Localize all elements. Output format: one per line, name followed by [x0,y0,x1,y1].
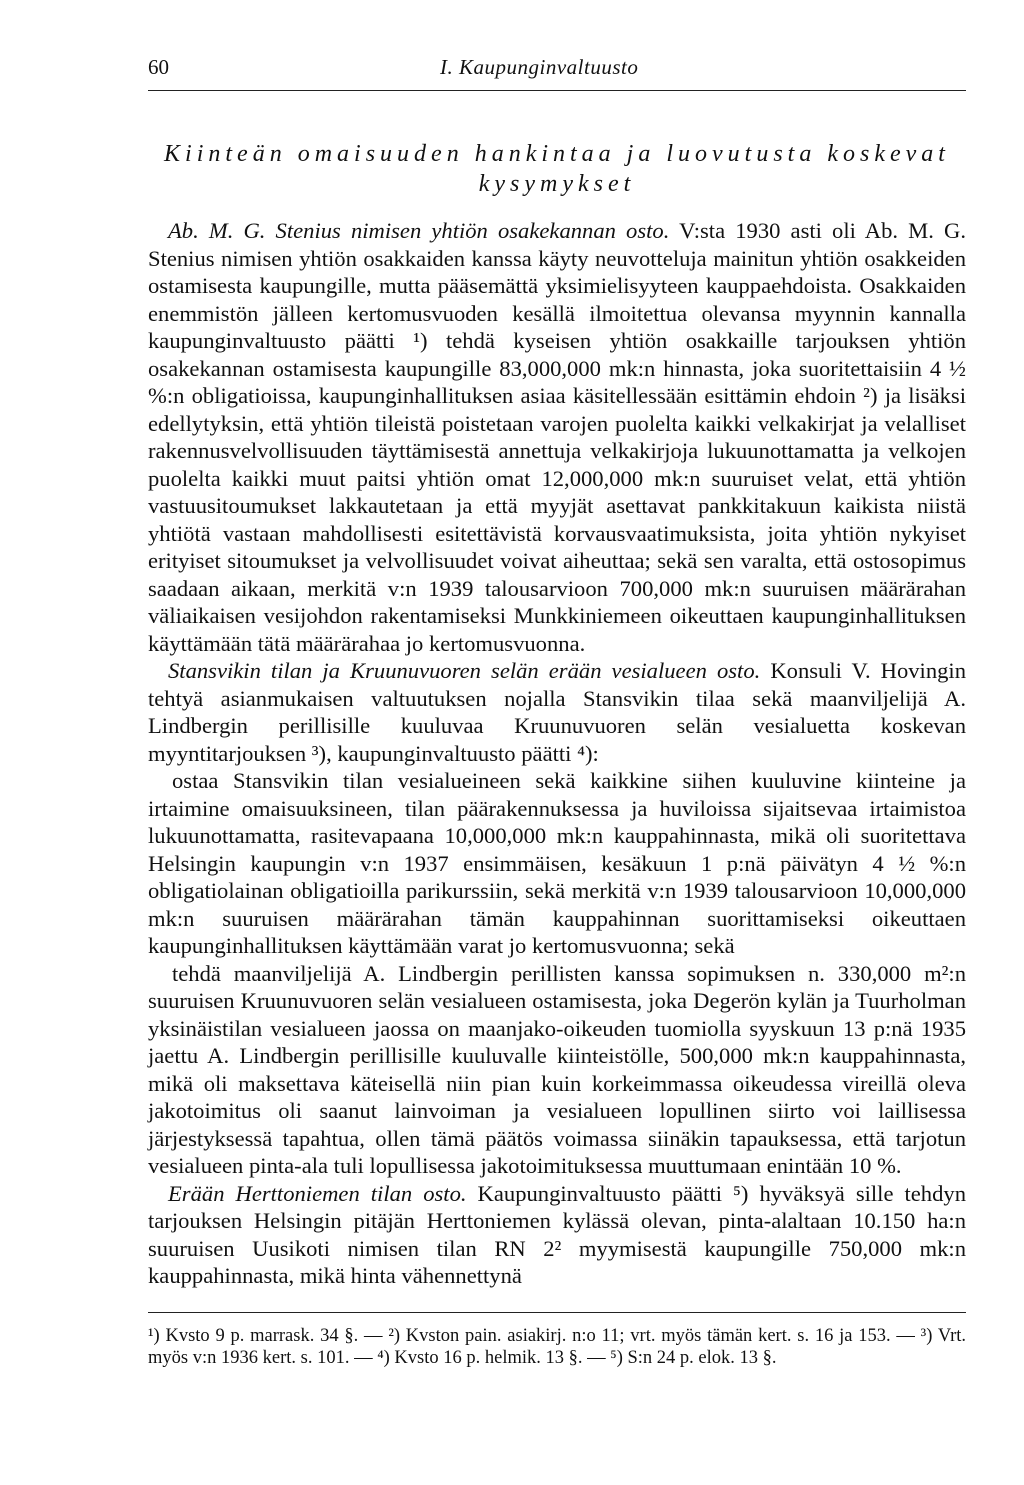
paragraph-text: V:sta 1930 asti oli Ab. M. G. Stenius nimisen yhtiön osakkaiden kanssa käyty neuvotteluja mainitun yhtiön osakkeiden ostamisesta kaupungille, mutta pääsemättä yksimielisyyteen kauppaehdoista. Osakkaiden enemmistön jälleen kertomusvuoden kesällä ilmoitettua olevansa myynnin kannalla kaupunginvaltuusto päätti ¹) tehdä kyseisen yhtiön osakkaille tarjouksen yhtiön osakekannan ostamisesta kaupungille 83,000,000 mk:n hinnasta, joka suoritettaisiin 4 ½ %:n obligatioissa, kaupunginhallituksen asiaa käsitellessään esittämin ehdoin ²) ja lisäksi edellytyksin, että yhtiön tileistä poistetaan varojen puolelta kaikki velkakirjat ja velalliset rakennusvelvollisuuden täyttämisestä annettuja velkakirjoja lukuunottamatta ja velkojen puolelta kaikki muut paitsi yhtiön omat 12,000,000 mk:n suuruiset velat, että yhtiön vastuusitoumukset lakkautetaan ja että myyjät asettavat pankkitakuun kaikista niistä yhtiötä vastaan mahdollisesti esitettävistä korvausvaatimuksista, joita yhtiön nykyiset erityiset sitoumukset ja velvollisuudet voivat aiheuttaa; sekä sen varalta, että ostosopimus saadaan aikaan, merkitä v:n 1939 talousarvioon 700,000 mk:n suuruisen määrärahan väliaikaisen vesijohdon rakentamiseksi Munkkiniemeen oikeuttaen kaupunginhallituksen käyttämään tätä määrärahaa jo kertomusvuonna. [148,218,967,656]
document-page [148,50,966,1369]
paragraph-lindberg-agreement [148,960,966,1180]
paragraph-text: Kaupunginvaltuusto päätti ⁵) hyväksyä sille tehdyn tarjouksen Helsingin pitäjän Herttoniemen kylässä olevan, pinta-alaltaan 10.150 ha:n suuruisen Uusikoti nimisen tilan RN 2² myymisestä kaupungille 750,000 mk:n kauppahinnasta, mikä hinta vähennettynä [148,1180,966,1288]
paragraph-heading: Stansvikin tilan ja Kruunuvuoren selän erään vesialueen osto. [168,658,761,683]
paragraph-text: Konsuli V. Hovingin tehtyä asianmukaisen valtuutuksen nojalla Stansvikin tilaa sekä maanviljelijä A. Lindbergin perillisille kuuluvaa Kruunuvuoren selän vesialuetta koskevan myyntitarjouksen ³), kaupunginvaltuusto päätti ⁴): [148,658,966,766]
paragraph-text: tehdä maanviljelijä A. Lindbergin perillisten kanssa sopimuksen n. 330,000 m²:n suuruisen Kruunuvuoren selän vesialueen ostamisesta, joka Degerön kylän ja Tuurholman yksinäistilan vesialueen jaossa on maanjako-oikeuden tuomiolla syyskuun 13 p:nä 1935 jaettu A. Lindbergin perillisille kuuluvalle kiinteistölle, 500,000 mk:n kauppahinnasta, mikä oli maksettava käteisellä niin pian kuin korkeimmassa oikeudessa vireillä oleva jakotoimitus oli saanut lainvoiman ja vesialueen lopullinen siirto voi laillisessa järjestyksessä tapahtua, ollen tämä päätös voimassa siinäkin tapauksessa, että tarjotun vesialueen pinta-ala tuli lopullisessa jakotoimituksessa muuttumaan enintään 10 %. [148,960,966,1178]
section-title: Kiinteän omaisuuden hankintaa ja luovutusta koskevat kysymykset [164,141,950,197]
paragraph-heading: Ab. M. G. Stenius nimisen yhtiön osakekannan osto. [168,218,670,243]
page-number: 60 [148,55,169,79]
paragraph-heading: Erään Herttoniemen tilan osto. [168,1180,467,1206]
footnotes: ¹) Kvsto 9 p. marrask. 34 §. — ²) Kvston pain. asiakirj. n:o 11; vrt. myös tämän kert. s. 16 ja 153. — ³) Vrt. myös v:n 1936 kert. s. 101. — ⁴) Kvsto 16 p. helmik. 13 §. — ⁵) S:n 24 p. elok. 13 §. [148,1312,966,1369]
paragraph-stansvik [148,657,966,767]
running-title: I. Kaupunginvaltuusto [440,55,639,79]
paragraph-herttoniemi [148,1180,966,1290]
paragraph-stansvik-purchase [148,767,966,960]
body-text [148,217,966,1290]
page-header [148,50,966,91]
paragraph-text: ostaa Stansvikin tilan vesialueineen sekä kaikkine siihen kuuluvine kiinteine ja irtaimine omaisuuksineen, tilan päärakennuksessa ja huviloissa sijaitsevaa irtaimistoa lukuunottamatta, rasitevapaana 10,000,000 mk:n kauppahinnasta, mikä oli suoritettava Helsingin kaupungin v:n 1937 ensimmäisen, kesäkuun 1 p:nä päivätyn 4 ½ %:n obligatiolainan obligatioilla parikurssiin, sekä merkitä v:n 1939 talousarvioon 10,000,000 mk:n suuruisen määrärahan tämän kauppahinnan suorittamiseksi oikeuttaen kaupunginhallituksen käyttämään varat jo kertomusvuonna; sekä [148,768,966,958]
paragraph-stenius [148,217,966,657]
